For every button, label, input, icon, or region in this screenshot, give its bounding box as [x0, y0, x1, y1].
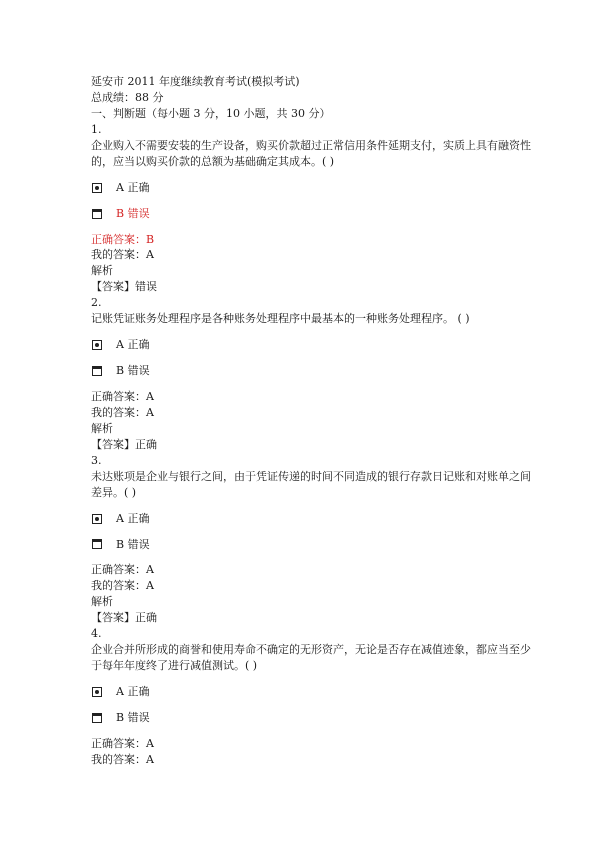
correct-answer: 正确答案：A [91, 736, 154, 750]
my-answer: 我的答案：A [91, 752, 154, 766]
question-4 [91, 626, 540, 768]
option-b-label: B 错误 [116, 364, 150, 378]
question-stem: 未达账项是企业与银行之间，由于凭证传递的时间不同造成的银行存款日记账和对账单之间 [91, 469, 531, 483]
exam-title: 延安市 2011 年度继续教育考试(模拟考试) [91, 75, 300, 88]
my-answer: 我的答案：A [91, 405, 154, 419]
analysis-title: 解析 [91, 264, 113, 278]
question-stem: 企业购入不需要安装的生产设备，购买价款超过正常信用条件延期支付，实质上具有融资性 [91, 138, 531, 152]
correct-answer: 正确答案：B [91, 232, 155, 246]
option-b[interactable] [92, 710, 540, 726]
correct-answer: 正确答案：A [91, 563, 154, 577]
option-a[interactable] [92, 684, 540, 700]
question-3 [91, 453, 540, 626]
question-2 [91, 295, 540, 453]
option-b[interactable] [92, 537, 540, 553]
option-a[interactable] [92, 511, 540, 527]
question-number: 4. [91, 627, 102, 641]
my-answer: 我的答案：A [91, 579, 154, 593]
radio-unchecked-icon[interactable] [92, 366, 102, 376]
option-a-label: A 正确 [116, 685, 150, 698]
question-1 [91, 122, 540, 295]
question-stem-continued: 差异。( ) [91, 485, 137, 499]
option-b-label: B 错误 [116, 537, 150, 551]
question-stem-continued: 于每年年度终了进行减值测试。( ) [91, 659, 258, 673]
question-number: 1. [91, 122, 102, 136]
option-a-label: A 正确 [116, 338, 150, 352]
option-b-label: B 错误 [116, 206, 150, 220]
analysis-text: 【答案】错误 [91, 280, 157, 294]
radio-unchecked-icon[interactable] [92, 209, 102, 219]
question-number: 3. [91, 453, 102, 467]
my-answer: 我的答案：A [91, 248, 154, 262]
question-number: 2. [91, 296, 102, 310]
analysis-text: 【答案】正确 [91, 437, 157, 451]
radio-checked-icon[interactable] [92, 514, 102, 524]
question-stem-continued: 的，应当以购买价款的总额为基础确定其成本。( ) [91, 154, 335, 168]
option-a-label: A 正确 [116, 511, 150, 525]
radio-unchecked-icon[interactable] [92, 713, 102, 723]
radio-checked-icon[interactable] [92, 687, 102, 697]
option-b[interactable] [92, 206, 540, 222]
radio-checked-icon[interactable] [92, 183, 102, 193]
question-stem: 企业合并所形成的商誉和使用寿命不确定的无形资产，无论是否存在减值迹象，都应当至少 [91, 643, 531, 657]
analysis-title: 解析 [91, 595, 113, 609]
section-heading: 一、判断题（每小题 3 分，10 小题，共 30 分） [91, 106, 331, 120]
question-stem: 记账凭证账务处理程序是各种账务处理程序中最基本的一种账务处理程序。 ( ) [91, 312, 470, 326]
option-a[interactable] [92, 180, 540, 196]
option-b[interactable] [92, 363, 540, 379]
radio-checked-icon[interactable] [92, 340, 102, 350]
option-a-label: A 正确 [116, 180, 150, 194]
option-a[interactable] [92, 337, 540, 353]
correct-answer: 正确答案：A [91, 390, 154, 403]
radio-unchecked-icon[interactable] [92, 539, 102, 549]
option-b-label: B 错误 [116, 710, 150, 724]
analysis-text: 【答案】正确 [91, 611, 157, 625]
analysis-title: 解析 [91, 421, 113, 435]
total-score: 总成绩：88 分 [91, 90, 164, 104]
